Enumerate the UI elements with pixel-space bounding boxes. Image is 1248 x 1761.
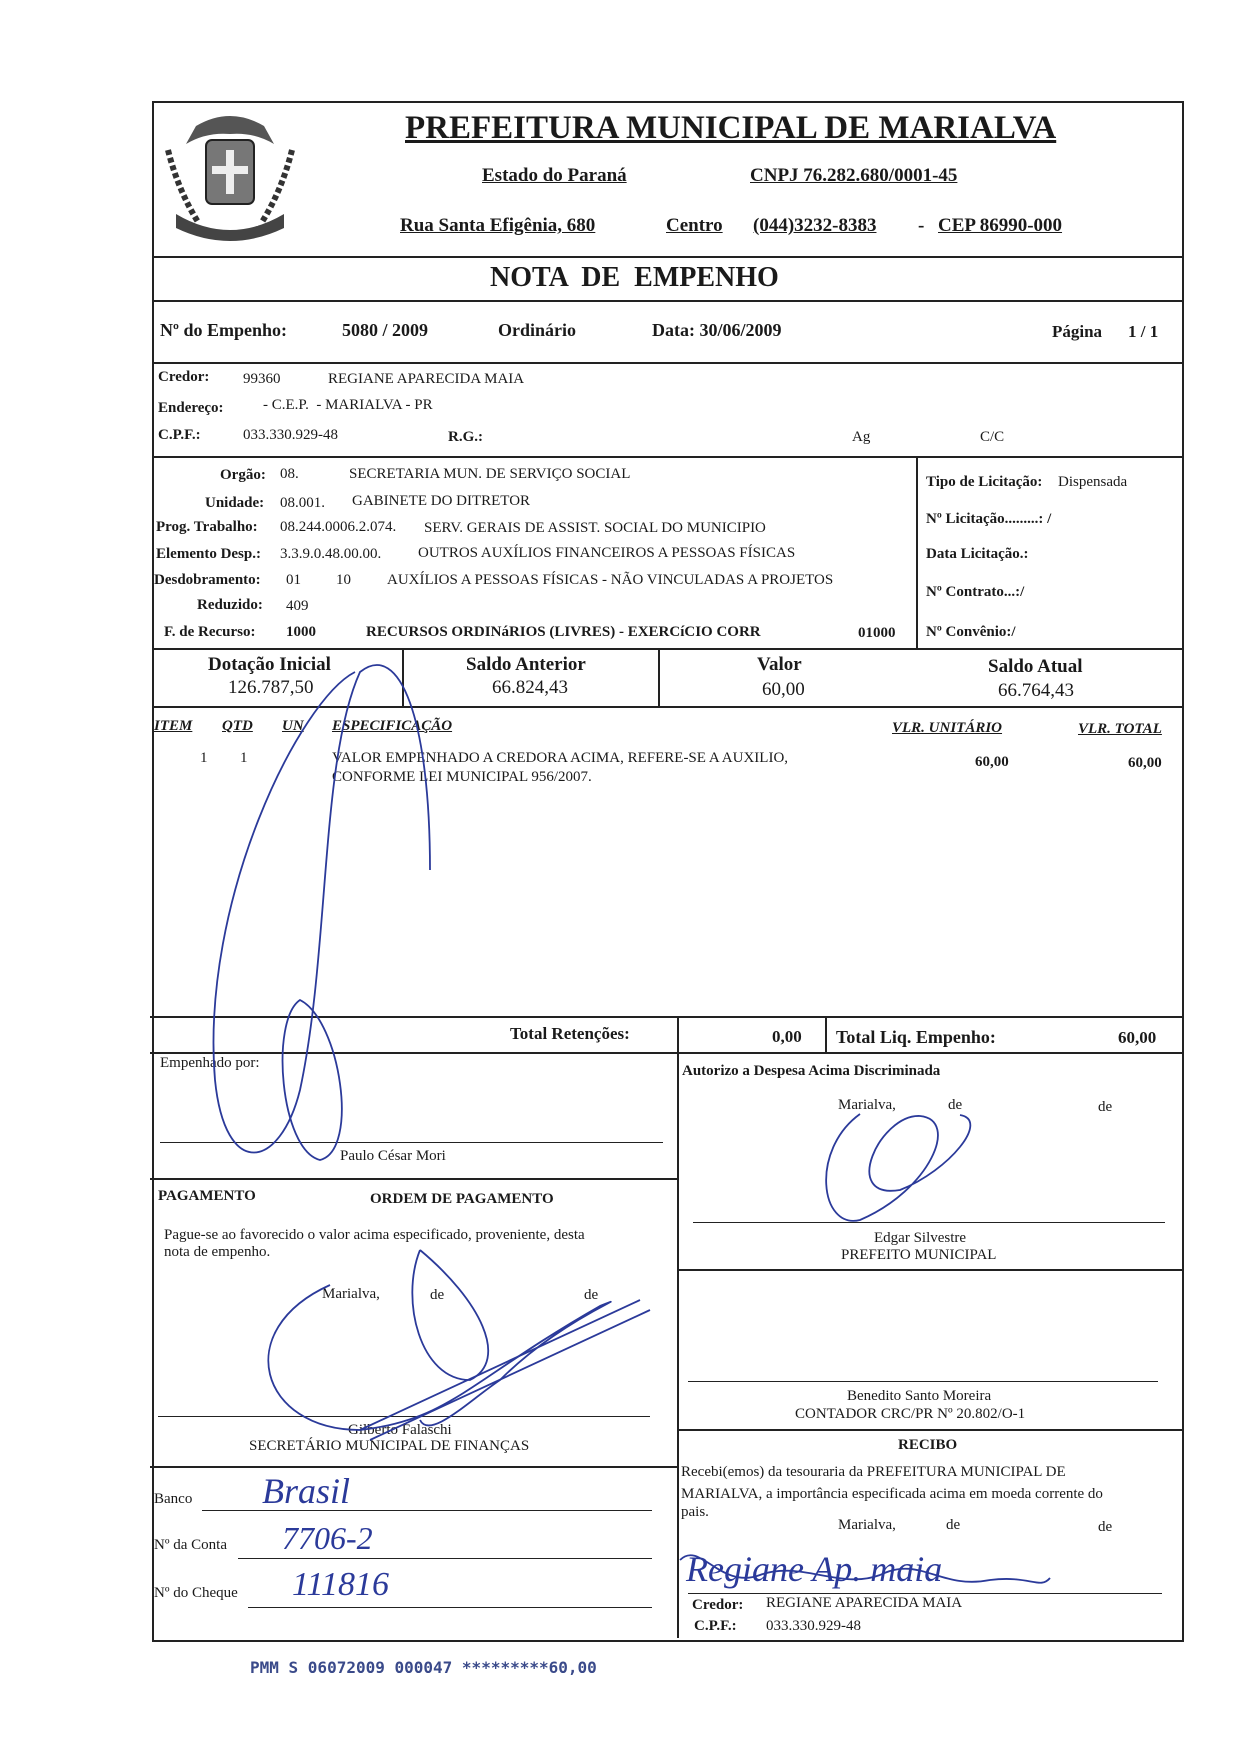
row-qtd: 1 [240, 750, 248, 766]
recibo-de1: de [946, 1517, 961, 1533]
banco-value: Brasil [262, 1471, 351, 1511]
prog-name: SERV. GERAIS DE ASSIST. SOCIAL DO MUNICIPIO [424, 520, 766, 536]
cc-label: C/C [980, 429, 1005, 445]
unidade-name: GABINETE DO DITRETOR [352, 493, 531, 509]
licitacao-type: Dispensada [1058, 474, 1128, 490]
recibo-cpf: 033.330.929-48 [766, 1618, 861, 1634]
recibo-title: RECIBO [898, 1437, 958, 1453]
autorizo-name: Edgar Silvestre [874, 1230, 967, 1246]
orgao-code: 08. [280, 466, 299, 482]
total-retencoes-label: Total Retenções: [510, 1024, 630, 1043]
cheque-value: 111816 [292, 1566, 389, 1603]
cpf: 033.330.929-48 [243, 427, 338, 443]
endereco: - C.E.P. - MARIALVA - PR [263, 397, 433, 413]
pagamento-name: Gilberto Falaschi [348, 1422, 452, 1438]
autorizo-de2: de [1098, 1099, 1113, 1115]
autorizo-de1: de [948, 1097, 963, 1113]
prog-label: Prog. Trabalho: [156, 519, 258, 535]
page-label: Página [1052, 322, 1103, 341]
pagamento-role: SECRETÁRIO MUNICIPAL DE FINANÇAS [249, 1438, 530, 1454]
ordem-pagamento: ORDEM DE PAGAMENTO [370, 1191, 554, 1207]
valor-value: 60,00 [762, 679, 805, 700]
cpf-label: C.P.F.: [158, 427, 201, 443]
empenho-label: Nº do Empenho: [160, 320, 287, 340]
empenho-type: Ordinário [498, 320, 577, 340]
recibo-text3: pais. [681, 1504, 709, 1520]
row-item: 1 [200, 750, 208, 766]
pagamento-de1: de [430, 1287, 445, 1303]
col-vlr-total: VLR. TOTAL [1078, 721, 1162, 737]
recurso-code: 1000 [286, 624, 316, 640]
contador-name: Benedito Santo Moreira [847, 1388, 992, 1404]
pagamento-label: PAGAMENTO [158, 1188, 256, 1204]
recibo-place: Marialva, [838, 1517, 896, 1533]
row-vlr-total: 60,00 [1128, 755, 1162, 771]
reduzido: 409 [286, 598, 309, 614]
address-dash: - [918, 215, 925, 236]
pagamento-place: Marialva, [322, 1286, 380, 1302]
orgao-label: Orgão: [220, 467, 266, 483]
empenho-number: 5080 / 2009 [342, 320, 429, 340]
elem-name: OUTROS AUXÍLIOS FINANCEIROS A PESSOAS FÍSICAS [418, 545, 796, 561]
unidade-code: 08.001. [280, 495, 325, 511]
state: Estado do Paraná [482, 165, 627, 186]
desd-name: AUXÍLIOS A PESSOAS FÍSICAS - NÃO VINCULADAS A PROJETOS [387, 572, 834, 588]
address-cep: CEP 86990-000 [938, 215, 1063, 236]
dotacao-value: 126.787,50 [228, 677, 314, 698]
credor-name: REGIANE APARECIDA MAIA [328, 371, 525, 387]
ag-label: Ag [852, 429, 871, 445]
col-qtd: QTD [222, 718, 253, 734]
col-item: ITEM [154, 718, 193, 734]
desd-label: Desdobramento: [154, 572, 261, 588]
valor-label: Valor [757, 654, 802, 675]
recibo-text1: Recebi(emos) da tesouraria da PREFEITURA MUNICIPAL DE [681, 1464, 1066, 1480]
address-district: Centro [666, 215, 723, 236]
empenho-date: Data: 30/06/2009 [652, 320, 782, 340]
document-title: NOTA DE EMPENHO [490, 262, 779, 293]
unidade-label: Unidade: [205, 495, 265, 511]
row-spec-line2: CONFORME LEI MUNICIPAL 956/2007. [332, 769, 592, 785]
recibo-de2: de [1098, 1519, 1113, 1535]
col-vlr-unitario: VLR. UNITÁRIO [892, 720, 1003, 736]
processing-stamp: PMM S 06072009 000047 *********60,00 [250, 1658, 597, 1677]
recibo-signature: Regiane Ap. maia [686, 1549, 943, 1589]
col-un: UN [282, 718, 304, 734]
conta-label: Nº da Conta [154, 1537, 227, 1553]
pagamento-text2: nota de empenho. [164, 1244, 271, 1260]
recibo-credor-label: Credor: [692, 1597, 744, 1613]
credor-label: Credor: [158, 369, 210, 385]
saldo-atual-value: 66.764,43 [998, 680, 1074, 701]
recibo-credor: REGIANE APARECIDA MAIA [766, 1595, 963, 1611]
cnpj: CNPJ 76.282.680/0001-45 [750, 165, 958, 186]
total-liq-label: Total Liq. Empenho: [836, 1027, 996, 1047]
address-phone: (044)3232-8383 [753, 215, 877, 236]
pagamento-text1: Pague-se ao favorecido o valor acima especificado, proveniente, desta [164, 1227, 585, 1243]
pagamento-de2: de [584, 1287, 599, 1303]
dotacao-label: Dotação Inicial [208, 654, 331, 675]
recurso-num: 01000 [858, 625, 896, 641]
autorizo-place: Marialva, [838, 1097, 896, 1113]
row-vlr-unitario: 60,00 [975, 754, 1009, 770]
total-retencoes: 0,00 [772, 1027, 802, 1046]
recurso-label: F. de Recurso: [164, 624, 256, 640]
prog-code: 08.244.0006.2.074. [280, 519, 397, 535]
banco-label: Banco [154, 1491, 193, 1507]
orgao-name: SECRETARIA MUN. DE SERVIÇO SOCIAL [349, 466, 631, 482]
rg-label: R.G.: [448, 429, 483, 445]
contrato: Nº Contrato...:/ [926, 584, 1025, 600]
credor-code: 99360 [243, 371, 281, 387]
saldo-atual-label: Saldo Atual [988, 656, 1083, 677]
conta-value: 7706-2 [282, 1520, 373, 1556]
saldo-anterior-value: 66.824,43 [492, 677, 568, 698]
cheque-label: Nº do Cheque [154, 1585, 238, 1601]
recibo-cpf-label: C.P.F.: [694, 1618, 737, 1634]
contador-role: CONTADOR CRC/PR Nº 20.802/O-1 [795, 1406, 1026, 1422]
desd-a: 01 [286, 572, 301, 588]
licitacao-number: Nº Licitação.........: / [926, 511, 1052, 527]
autorizo-role: PREFEITO MUNICIPAL [841, 1247, 997, 1263]
recibo-text2: MARIALVA, a importância especificada acima em moeda corrente do [681, 1486, 1103, 1502]
empenhado-label: Empenhado por: [160, 1055, 260, 1071]
elem-label: Elemento Desp.: [156, 546, 261, 562]
total-liq: 60,00 [1118, 1028, 1157, 1047]
address-street: Rua Santa Efigênia, 680 [400, 215, 596, 236]
seal-motto: MARIALVA [204, 218, 258, 229]
empenhado-name: Paulo César Mori [340, 1148, 446, 1164]
page-number: 1 / 1 [1128, 322, 1159, 341]
recurso-name: RECURSOS ORDINáRIOS (LIVRES) - EXERCíCIO CORR [366, 624, 761, 640]
row-spec-line1: VALOR EMPENHADO A CREDORA ACIMA, REFERE-SE A AUXILIO, [332, 750, 789, 766]
reduzido-label: Reduzido: [197, 597, 263, 613]
col-especificacao: ESPECIFICAÇÃO [332, 718, 453, 734]
convenio: Nº Convênio:/ [926, 624, 1016, 640]
desd-b: 10 [336, 572, 351, 588]
endereco-label: Endereço: [158, 400, 224, 416]
autorizo-label: Autorizo a Despesa Acima Discriminada [682, 1063, 941, 1079]
licitacao-date: Data Licitação.: [926, 546, 1029, 562]
elem-code: 3.3.9.0.48.00.00. [280, 546, 382, 562]
saldo-anterior-label: Saldo Anterior [466, 654, 586, 675]
licitacao-type-label: Tipo de Licitação: [926, 474, 1043, 490]
page-title: PREFEITURA MUNICIPAL DE MARIALVA [405, 110, 1057, 146]
